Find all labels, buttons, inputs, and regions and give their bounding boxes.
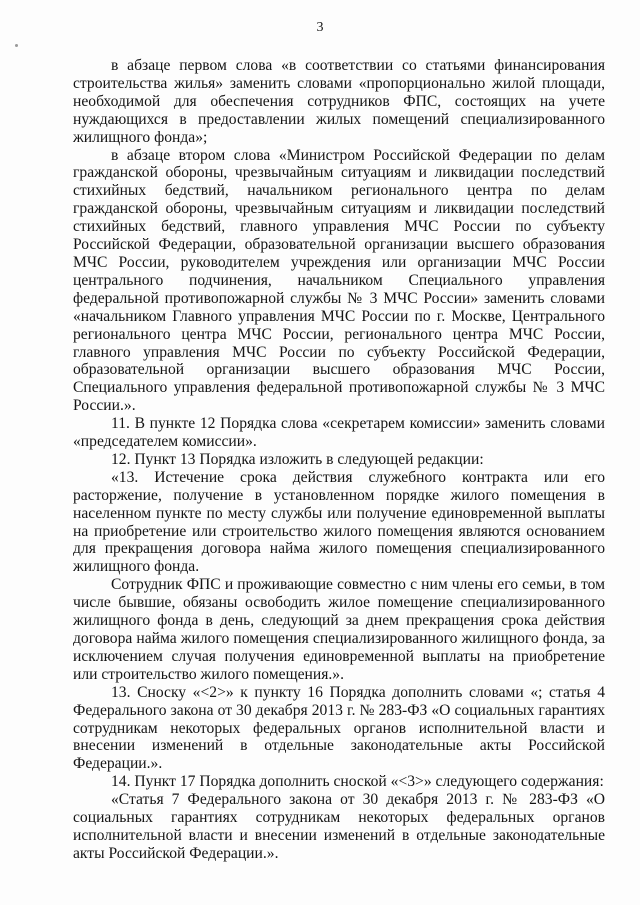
paragraph-item-12: 12. Пункт 13 Порядка изложить в следующей редакции: xyxy=(111,450,484,468)
paragraph-item-11: 11. В пункте 12 Порядка слова «секретарем комиссии» заменить словами «председателем комиссии». xyxy=(73,415,605,451)
paragraph-item-14: 14. Пункт 17 Порядка дополнить сноской «<3>» следующего содержания: xyxy=(111,773,604,791)
paragraph-footnote-3-text: «Статья 7 Федерального закона от 30 декабря 2013 г. № 283-ФЗ «О социальных гарантиях сотрудникам некоторых федеральных органов исполнительной власти и внесении изменений в отдельные законодательные акты Российской Федерации.». xyxy=(73,791,605,862)
paragraph-second-clause: в абзаце втором слова «Министром Российской Федерации по делам гражданской обороны, чрезвычайным ситуациям и ликвидации последствий стихийных бедствий, начальником регионального центра по делам гражданской обороны, чрезвычайным ситуациям и ликвидации последствий стихийных бедствий, главного управления МЧС России по субъекту Российской Федерации, образовательной организации высшего образования МЧС России, руководителем учреждения или организации МЧС России центрального подчинения, начальником Специального управления федеральной противопожарной службы № 3 МЧС России» заменить словами «начальником Главного управления МЧС России по г. Москве, Центрального регионального центра МЧС России, регионального центра МЧС России, главного управления МЧС России по субъекту Российской Федерации, образовательной организации высшего образования МЧС России, Специального управления федеральной противопожарной службы № 3 МЧС России.». xyxy=(73,146,605,415)
document-body xyxy=(73,57,605,863)
paragraph-first-clause: в абзаце первом слова «в соответствии со статьями финансирования строительства жилья» заменить словами «пропорционально жилой площади, необходимой для обеспечения сотрудников ФПС, состоящих на учете нуждающихся в предоставлении жилых помещений специализированного жилищного фонда»; xyxy=(73,57,605,146)
scan-edge-mark xyxy=(15,44,18,47)
page-number: 3 xyxy=(316,20,324,35)
paragraph-item-13-quote: «13. Истечение срока действия служебного контракта или его расторжение, получение в установленном порядке жилого помещения в населенном пункте по месту службы или получение единовременной выплаты на приобретение или строительство жилого помещения являются основанием для прекращения договора найма жилого помещения специализированного жилищного фонда. xyxy=(73,468,605,576)
paragraph-employee-obligation: Сотрудник ФПС и проживающие совместно с ним члены его семьи, в том числе бывшие, обязаны освободить жилое помещение специализированного жилищного фонда в день, следующий за днем прекращения срока действия договора найма жилого помещения специализированного жилищного фонда, за исключением случая получения единовременной выплаты на приобретение или строительство жилого помещения.». xyxy=(73,576,605,683)
paragraph-item-13-footnote: 13. Сноску «<2>» к пункту 16 Порядка дополнить словами «; статья 4 Федерального закона от 30 декабря 2013 г. № 283-ФЗ «О социальных гарантиях сотрудникам некоторых федеральных органов исполнительной власти и внесении изменений в отдельные законодательные акты Российской Федерации.». xyxy=(73,683,605,773)
